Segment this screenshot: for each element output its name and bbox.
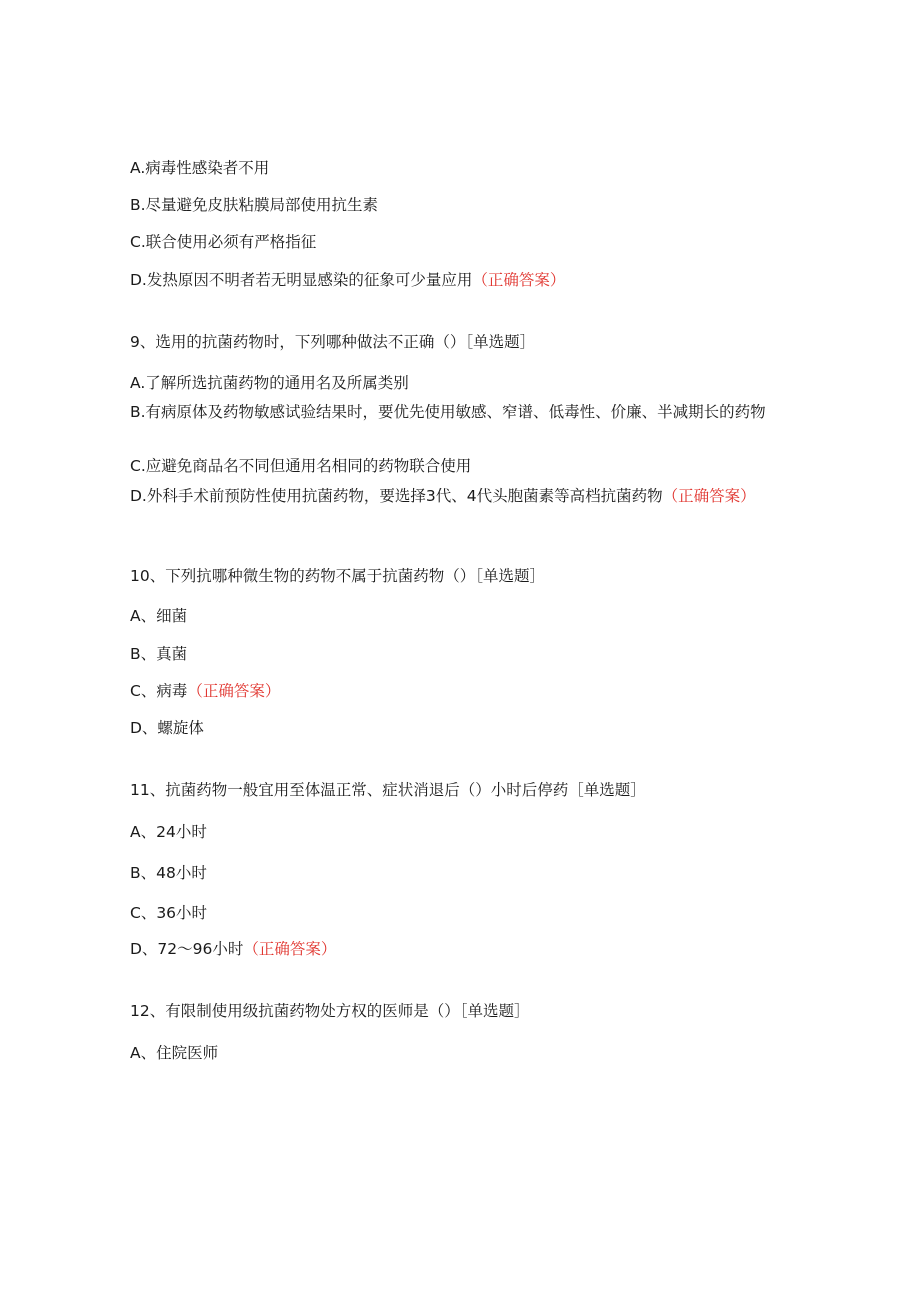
line-text: B.尽量避免皮肤粘膜局部使用抗生素 bbox=[130, 196, 379, 214]
line-text: A、住院医师 bbox=[130, 1044, 219, 1062]
line-6 bbox=[130, 400, 780, 424]
line-15 bbox=[130, 821, 207, 843]
correct-answer-mark: （正确答案） bbox=[243, 940, 337, 958]
correct-answer-mark: （正确答案） bbox=[662, 487, 756, 505]
line-text: B、真菌 bbox=[130, 645, 188, 663]
line-20 bbox=[130, 1042, 218, 1064]
line-12 bbox=[130, 680, 280, 702]
question-10 bbox=[130, 565, 545, 587]
question-12 bbox=[130, 1000, 529, 1022]
line-18 bbox=[130, 938, 336, 960]
question-text: 12、有限制使用级抗菌药物处方权的医师是（）［单选题］ bbox=[130, 1002, 530, 1020]
line-13 bbox=[130, 717, 204, 739]
line-5 bbox=[130, 372, 409, 394]
correct-answer-mark: （正确答案） bbox=[472, 271, 566, 289]
line-text: D、螺旋体 bbox=[130, 719, 204, 737]
line-1 bbox=[130, 194, 378, 216]
question-text: 9、选用的抗菌药物时，下列哪种做法不正确（）［单选题］ bbox=[130, 333, 536, 351]
question-11 bbox=[130, 779, 646, 801]
line-2 bbox=[130, 231, 316, 253]
line-7 bbox=[130, 455, 471, 477]
line-10 bbox=[130, 605, 187, 627]
line-17 bbox=[130, 902, 207, 924]
line-text: C、病毒 bbox=[130, 682, 188, 700]
line-text: A.病毒性感染者不用 bbox=[130, 159, 270, 177]
line-text: D、72～96小时 bbox=[130, 940, 244, 958]
line-0 bbox=[130, 157, 269, 179]
question-text: 11、抗菌药物一般宜用至体温正常、症状消退后（）小时后停药［单选题］ bbox=[130, 781, 646, 799]
line-text: D.外科手术前预防性使用抗菌药物，要选择3代、4代头胞菌素等高档抗菌药物 bbox=[130, 487, 663, 505]
line-text: C.应避免商品名不同但通用名相同的药物联合使用 bbox=[130, 457, 472, 475]
line-3 bbox=[130, 269, 565, 291]
line-text: B.有病原体及药物敏感试验结果时，要优先使用敏感、窄谱、低毒性、价廉、半减期长的药物 bbox=[130, 403, 766, 421]
line-11 bbox=[130, 643, 187, 665]
question-9 bbox=[130, 331, 535, 353]
line-text: A、24小时 bbox=[130, 823, 207, 841]
line-text: C.联合使用必须有严格指征 bbox=[130, 233, 317, 251]
line-8 bbox=[130, 484, 780, 508]
line-text: C、36小时 bbox=[130, 904, 208, 922]
line-text: D.发热原因不明者若无明显感染的征象可少量应用 bbox=[130, 271, 473, 289]
correct-answer-mark: （正确答案） bbox=[187, 682, 281, 700]
question-text: 10、下列抗哪种微生物的药物不属于抗菌药物（）［单选题］ bbox=[130, 567, 545, 585]
line-16 bbox=[130, 862, 207, 884]
line-text: B、48小时 bbox=[130, 864, 207, 882]
line-text: A.了解所选抗菌药物的通用名及所属类别 bbox=[130, 374, 409, 392]
line-text: A、细菌 bbox=[130, 607, 188, 625]
